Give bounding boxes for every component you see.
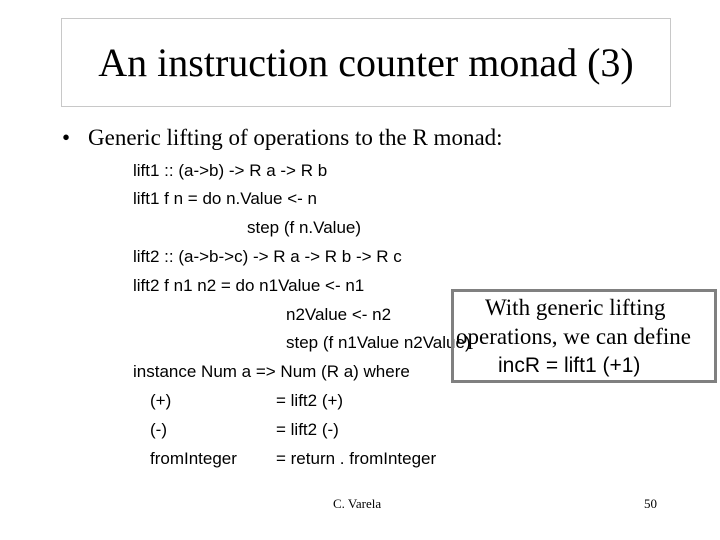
code-line-1: lift1 :: (a->b) -> R a -> R b bbox=[133, 161, 328, 180]
code-line-2: lift1 f n = do n.Value <- n bbox=[133, 189, 317, 208]
slide-title bbox=[61, 18, 671, 107]
code-row-1-left: (+) bbox=[150, 391, 172, 410]
slide-title-text: An instruction counter monad (3) bbox=[98, 40, 634, 85]
code-line-5: lift2 f n1 n2 = do n1Value <- n1 bbox=[133, 276, 365, 295]
code-row-3-right: = return . fromInteger bbox=[276, 449, 437, 468]
bullet-item bbox=[62, 125, 503, 151]
code-row-2-left: (-) bbox=[150, 420, 167, 439]
code-line-7: step (f n1Value n2Value) bbox=[286, 333, 471, 352]
code-line-4: lift2 :: (a->b->c) -> R a -> R b -> R c bbox=[133, 247, 402, 266]
bullet-marker: • bbox=[62, 125, 71, 150]
bullet-text: Generic lifting of operations to the R monad: bbox=[88, 125, 503, 150]
code-row-3-left: fromInteger bbox=[150, 449, 237, 468]
code-row-1-right: = lift2 (+) bbox=[276, 391, 344, 410]
code-line-3: step (f n.Value) bbox=[247, 218, 362, 237]
code-line-8: instance Num a => Num (R a) where bbox=[133, 362, 410, 381]
footer-page-number: 50 bbox=[644, 496, 657, 511]
callout-line-2: operations, we can define bbox=[456, 324, 692, 349]
footer-author: C. Varela bbox=[333, 496, 382, 511]
code-row-2-right: = lift2 (-) bbox=[276, 420, 339, 439]
callout-line-1: With generic lifting bbox=[485, 295, 666, 320]
code-line-6: n2Value <- n2 bbox=[286, 305, 392, 324]
callout-line-3: incR = lift1 (+1) bbox=[498, 354, 641, 377]
